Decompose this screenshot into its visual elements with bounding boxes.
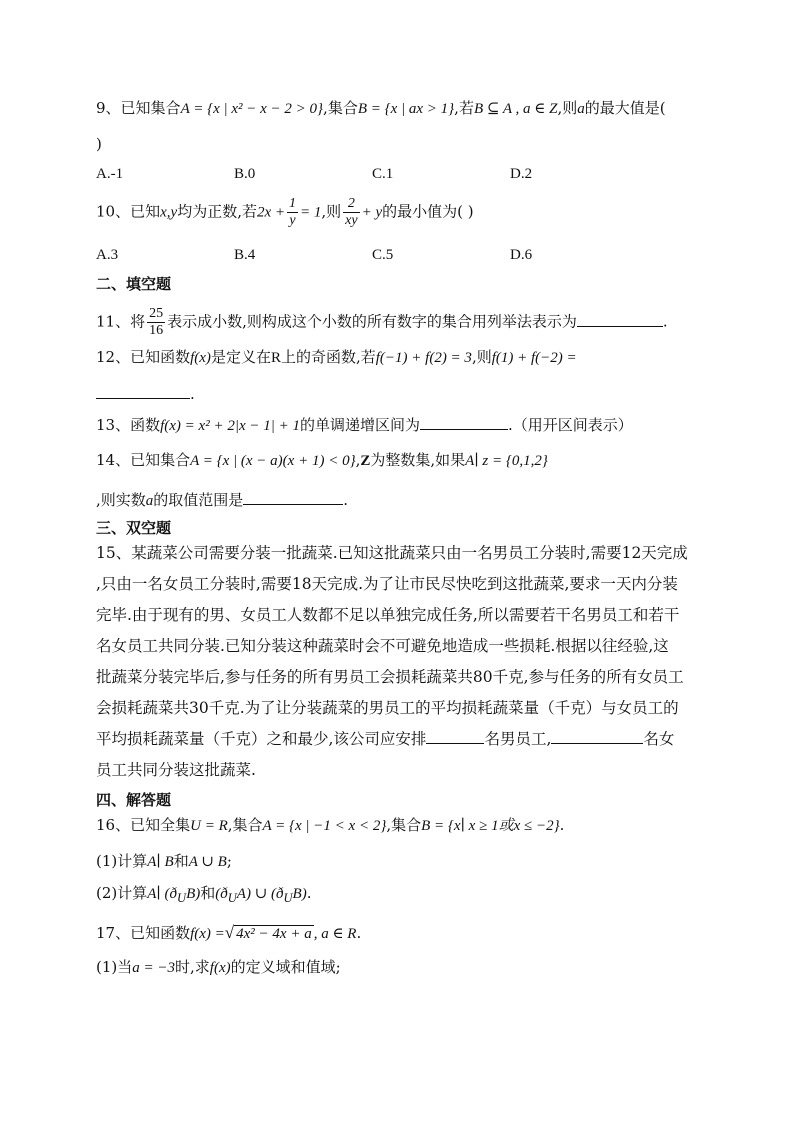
q12-condition: f(−1) + f(2) = 3 bbox=[375, 350, 472, 366]
q16-part2: (2)计算A∣ $(ð_UB)$和$(ð_UA)$ ∪ $(ð_UB)$. bbox=[96, 884, 312, 905]
q17-number: 17、 bbox=[96, 924, 131, 942]
q9-number: 9、 bbox=[96, 99, 121, 117]
q15-female-blank[interactable] bbox=[551, 729, 643, 744]
q15-line: 会损耗蔬菜共30千克.为了让分装蔬菜的男员工的平均损耗蔬菜量（千克）与女员工的 bbox=[96, 699, 679, 717]
q15-paragraph bbox=[96, 538, 716, 786]
q12-number: 12、 bbox=[96, 348, 131, 366]
section-fill-in-heading: 二、填空题 bbox=[96, 275, 172, 293]
q11-fraction: $\frac{25}{16}$ bbox=[149, 306, 164, 338]
q10-option-d: D.6 bbox=[510, 247, 533, 263]
q13-expression: f(x) = x² + 2|x − 1| + 1 bbox=[160, 418, 300, 434]
q17-radicand: 4x² − 4x + a bbox=[236, 926, 312, 942]
q14-number: 14、 bbox=[96, 451, 131, 469]
q9-condition: B ⊆ A , a ∈ Z bbox=[473, 101, 558, 117]
q11-number: 11、 bbox=[96, 312, 131, 331]
q14-line1: 14、已知集合A = {x | (x − a)(x + 1) < 0},Z为整数集,如果A∣ z = {0,1,2} bbox=[96, 451, 548, 469]
q12-line2: . bbox=[96, 384, 195, 402]
q15-line: 员工共同分装这批蔬菜. bbox=[96, 761, 256, 779]
q10-option-c: C.5 bbox=[372, 247, 394, 263]
q11-line: 11、将 $\frac{25}{16}$ 表示成小数,则构成这个小数的所有数字的集合用列举法表示为 . bbox=[96, 306, 668, 338]
q15-male-blank[interactable] bbox=[426, 729, 484, 744]
q9-set-b: B = {x | ax > 1} bbox=[357, 101, 455, 117]
q10-option-a: A.3 bbox=[96, 247, 119, 263]
q9-option-d: D.2 bbox=[510, 166, 533, 182]
q16-set-b: B = {x∣ x ≥ 1或x ≤ −2} bbox=[421, 818, 560, 834]
q17-part1: (1)当a = −3时,求f(x)的定义域和值域; bbox=[96, 958, 341, 976]
q9-option-b: B.0 bbox=[234, 166, 256, 182]
q13-line: 13、函数f(x) = x² + 2|x − 1| + 1的单调递增区间为 .（用开区间表示） bbox=[96, 416, 633, 434]
q15-line: 15、某蔬菜公司需要分装一批蔬菜.已知这批蔬菜只由一名男员工分装时,需要12天完成 bbox=[96, 544, 688, 562]
q9-close-paren: ) bbox=[96, 135, 102, 153]
q9-option-c: C.1 bbox=[372, 166, 394, 182]
q12-line1: 12、已知函数f(x)是定义在R上的奇函数,若f(−1) + f(2) = 3,则f(1) + f(−2) = bbox=[96, 348, 577, 366]
q14-set-a: A = {x | (x − a)(x + 1) < 0} bbox=[190, 453, 356, 469]
q9-option-a: A.-1 bbox=[96, 166, 124, 182]
q13-number: 13、 bbox=[96, 416, 131, 434]
q12-answer-blank[interactable] bbox=[96, 384, 190, 399]
section-answer-heading: 四、解答题 bbox=[96, 791, 172, 809]
q15-line-blanks: 平均损耗蔬菜量（千克）之和最少,该公司应安排 名男员工, 名女 bbox=[96, 730, 675, 748]
q14-condition: A∣ z = {0,1,2} bbox=[465, 453, 548, 469]
q10-line: 10、已知x,y均为正数,若2x + $\frac{1}{y}$ = 1,则 $\frac{2}{xy}$ + y的最小值为( ) bbox=[96, 196, 474, 228]
q10-fraction-2: $\frac{2}{xy}$ bbox=[345, 196, 358, 228]
q16-part1: (1)计算A∣ B和A ∪ B; bbox=[96, 852, 232, 870]
q15-line: 批蔬菜分装完毕后,参与任务的所有男员工会损耗蔬菜共80千克,参与任务的所有女员工 bbox=[96, 668, 684, 686]
q15-line: 名女员工共同分装.已知分装这种蔬菜时会不可避免地造成一些损耗.根据以往经验,这 bbox=[96, 637, 669, 655]
q10-option-b: B.4 bbox=[234, 247, 256, 263]
q12-ask: f(1) + f(−2) = bbox=[491, 350, 577, 366]
q9-set-a: A = {x | x² − x − 2 > 0} bbox=[180, 101, 324, 117]
q15-line: ,只由一名女员工分装时,需要18天完成.为了让市民尽快吃到这批蔬菜,要求一天内分装 bbox=[96, 575, 678, 593]
q11-answer-blank[interactable] bbox=[577, 312, 663, 327]
sqrt-sign: √ bbox=[224, 923, 235, 942]
q14-line2: ,则实数a的取值范围是 . bbox=[96, 491, 349, 509]
q10-fraction-1: $\frac{1}{y}$ bbox=[289, 196, 296, 228]
q9-line1: 9、已知集合A = {x | x² − x − 2 > 0},集合B = {x | ax > 1},若B ⊆ A , a ∈ Z,则a的最大值是( bbox=[96, 99, 666, 117]
q17-line1: 17、已知函数f(x) =√ 4x² − 4x + a , a ∈ R. bbox=[96, 923, 362, 942]
q16-set-a: A = {x | −1 < x < 2} bbox=[262, 818, 387, 834]
section-double-blank-heading: 三、双空题 bbox=[96, 519, 172, 537]
q16-line1: 16、已知全集U = R,集合A = {x | −1 < x < 2},集合B = {x∣ x ≥ 1或x ≤ −2}. bbox=[96, 816, 565, 834]
q15-line: 完毕.由于现有的男、女员工人数都不足以单独完成任务,所以需要若干名男员工和若干 bbox=[96, 606, 680, 624]
q10-number: 10、 bbox=[96, 202, 131, 221]
q16-number: 16、 bbox=[96, 816, 131, 834]
q13-answer-blank[interactable] bbox=[420, 415, 508, 430]
q14-answer-blank[interactable] bbox=[243, 490, 343, 505]
